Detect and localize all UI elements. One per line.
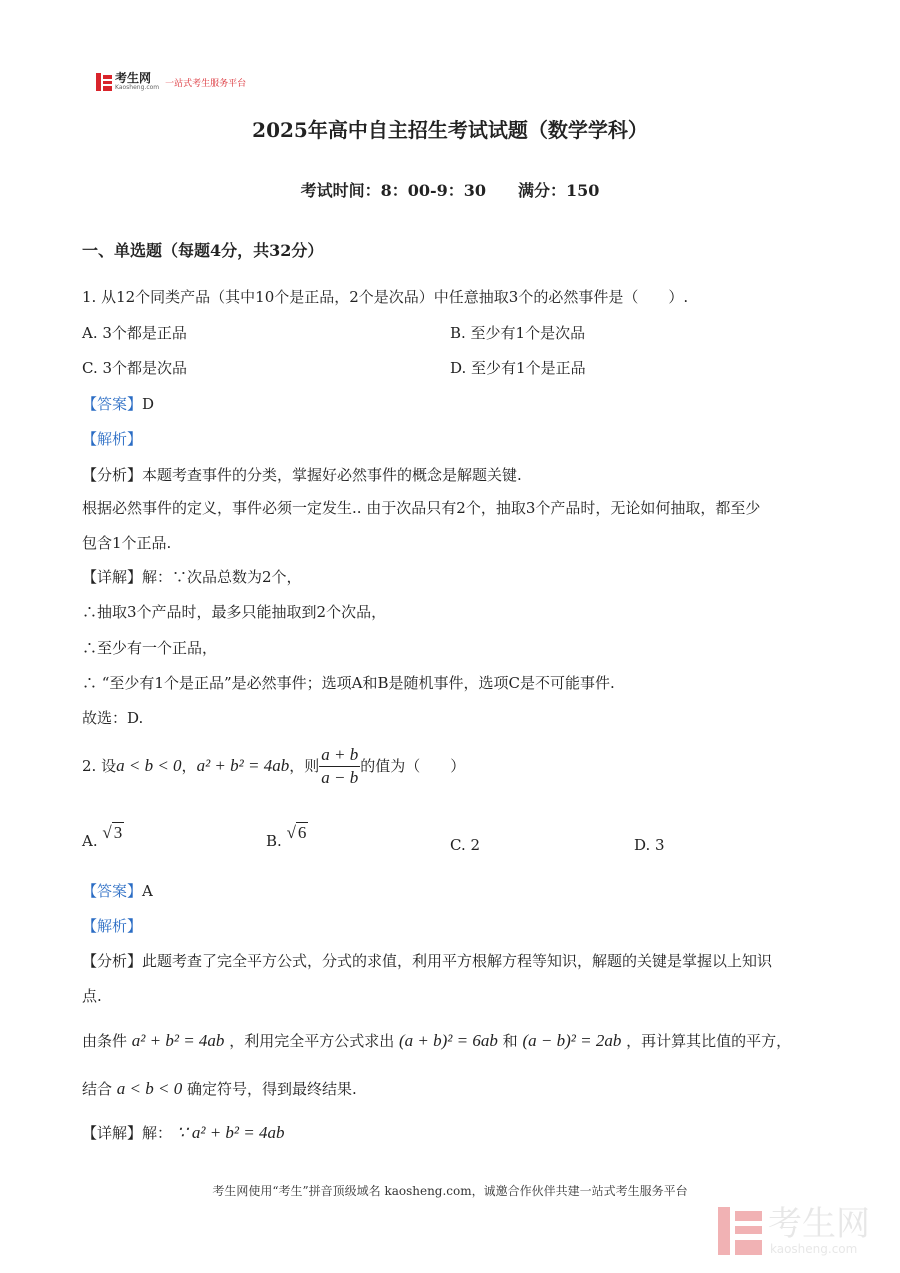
q1-line-7: ∴ “至少有1个是正品”是必然事件；选项A和B是随机事件，选项C是不可能事件. xyxy=(82,674,615,692)
logo-slogan: 一站式考生服务平台 xyxy=(165,78,247,89)
q2-prefix: 2. 设 xyxy=(82,757,117,775)
logo-sub: Kaosheng.com xyxy=(115,84,160,91)
exam-info: 考试时间：8：00-9：30 满分：150 xyxy=(300,181,600,200)
q1-line-2: 根据必然事件的定义，事件必须一定发生.. 由于次品只有2个，抽取3个产品时，无论如何抽取，都至少 xyxy=(82,499,761,517)
sqrt-icon: √ 3 xyxy=(102,823,123,842)
watermark xyxy=(718,1206,870,1256)
q2-analysis-2: 点. xyxy=(82,987,102,1005)
q1-stem: 1. 从12个同类产品（其中10个是正品，2个是次品）中任意抽取3个的必然事件是（ ）. xyxy=(82,288,689,306)
watermark-text: 考生网 xyxy=(768,1204,870,1244)
page-footer: 考生网使用“考生”拼音顶级域名 kaosheng.com，诚邀合作伙伴共建一站式考生服务平台 xyxy=(212,1184,688,1198)
analysis-tag: 【解析】 xyxy=(82,917,143,935)
q2-answer-row xyxy=(82,880,153,902)
q1-line-1: 【分析】本题考查事件的分类，掌握好必然事件的概念是解题关键. xyxy=(82,466,522,484)
answer-tag: 【答案】 xyxy=(82,395,143,413)
q1-line-4: 【详解】解：∵次品总数为2个， xyxy=(82,568,302,586)
q2-option-b: B. √ 6 xyxy=(266,823,307,850)
q2-combine-line: 结合 a < b < 0 确定符号，得到最终结果. xyxy=(82,1079,357,1098)
q2-condition-line: 由条件 a² + b² = 4ab ，利用完全平方公式求出 (a + b)² = 6ab 和 (a − b)² = 2ab ，再计算其比值的平方， xyxy=(82,1031,792,1050)
q2-option-a: A. √ 3 xyxy=(82,823,123,850)
q1-line-5: ∴抽取3个产品时，最多只能抽取到2个次品， xyxy=(82,603,387,621)
q2-suffix: 的值为（ ） xyxy=(360,757,466,775)
q1-option-d: D. 至少有1个是正品 xyxy=(450,359,586,377)
q2-fraction xyxy=(319,744,360,789)
q2-analysis-1: 【分析】此题考查了完全平方公式，分式的求值，利用平方根解方程等知识，解题的关键是掌握以上知识 xyxy=(82,952,773,970)
logo-mark-icon xyxy=(96,73,112,91)
sqrt-icon: √ 6 xyxy=(286,823,307,842)
q1-line-8: 故选：D. xyxy=(82,709,144,727)
q1-line-6: ∴至少有一个正品， xyxy=(82,639,218,657)
q1-option-c: C. 3个都是次品 xyxy=(82,359,188,377)
q2-then: ，则 xyxy=(289,757,320,775)
q2-stem xyxy=(82,742,465,790)
watermark-sub: kaosheng.com xyxy=(770,1242,858,1256)
q2-cond1: a < b < 0 xyxy=(116,756,182,775)
analysis-tag: 【解析】 xyxy=(82,430,143,448)
q2-detail-line: 【详解】解： ∵ a² + b² = 4ab xyxy=(82,1123,285,1142)
q1-option-b: B. 至少有1个是次品 xyxy=(450,324,586,342)
q2-option-c: C. 2 xyxy=(450,836,481,854)
header-logo xyxy=(96,71,246,93)
watermark-logo-icon xyxy=(718,1207,762,1255)
q2-option-d: D. 3 xyxy=(634,836,665,854)
q1-option-a: A. 3个都是正品 xyxy=(82,324,187,342)
logo-text: 考生网 xyxy=(115,71,152,85)
q1-line-3: 包含1个正品. xyxy=(82,534,172,552)
fraction-numerator: a + b xyxy=(319,744,360,767)
q1-answer-row xyxy=(82,393,154,415)
section-heading: 一、单选题（每题4分，共32分） xyxy=(82,241,324,260)
document-title: 2025年高中自主招生考试试题（数学学科） xyxy=(252,118,648,142)
q2-comma: ， xyxy=(181,757,197,775)
answer-value: D xyxy=(142,395,155,413)
answer-tag: 【答案】 xyxy=(82,882,143,900)
q2-cond2: a² + b² = 4ab xyxy=(196,756,290,775)
fraction-denominator: a − b xyxy=(321,767,359,787)
answer-value: A xyxy=(142,882,153,900)
